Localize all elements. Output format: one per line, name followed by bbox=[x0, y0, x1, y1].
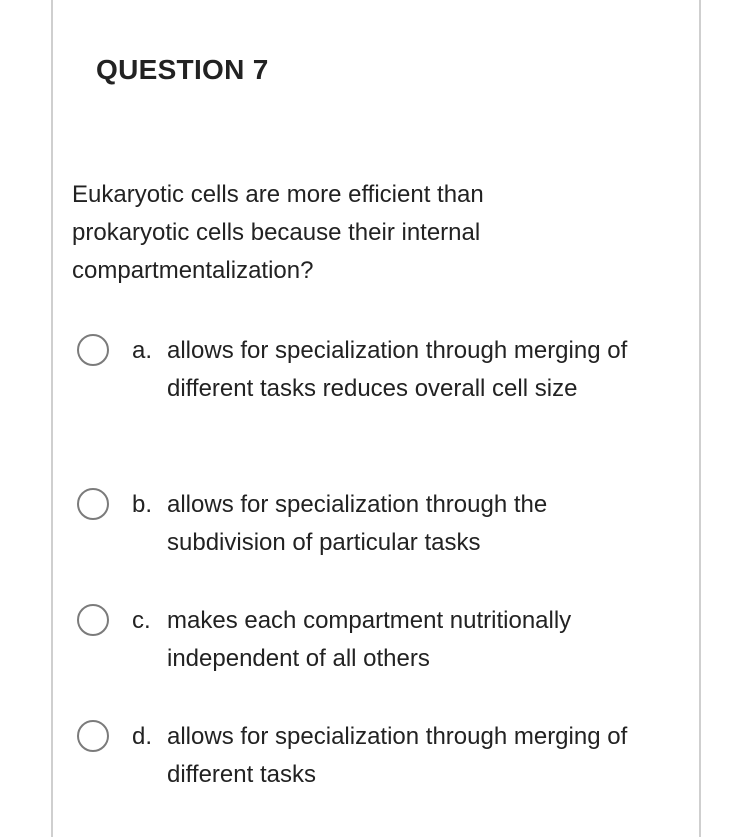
option-letter-a: a. bbox=[132, 337, 153, 364]
radio-button-d[interactable] bbox=[77, 720, 109, 752]
option-letter-c: c. bbox=[132, 607, 151, 634]
option-text-b: allows for specialization through the subdivision of particular tasks bbox=[167, 491, 548, 556]
answer-option-a[interactable] bbox=[77, 332, 637, 446]
option-text-d: allows for specialization through merging of different tasks bbox=[167, 723, 628, 788]
answer-option-d[interactable] bbox=[77, 718, 637, 794]
option-text-c: makes each compartment nutritionally independent of all others bbox=[167, 607, 572, 672]
question-title: QUESTION 7 bbox=[96, 54, 269, 85]
question-text: Eukaryotic cells are more efficient than prokaryotic cells because their internal compartmentalization? bbox=[72, 181, 484, 284]
radio-button-c[interactable] bbox=[77, 604, 109, 636]
answer-option-b[interactable] bbox=[77, 486, 637, 562]
answer-option-c[interactable] bbox=[77, 602, 637, 678]
option-letter-b: b. bbox=[132, 491, 153, 518]
radio-button-b[interactable] bbox=[77, 488, 109, 520]
radio-button-a[interactable] bbox=[77, 334, 109, 366]
option-letter-d: d. bbox=[132, 723, 153, 750]
option-text-a: allows for specialization through merging of different tasks reduces overall cell size bbox=[167, 337, 628, 402]
